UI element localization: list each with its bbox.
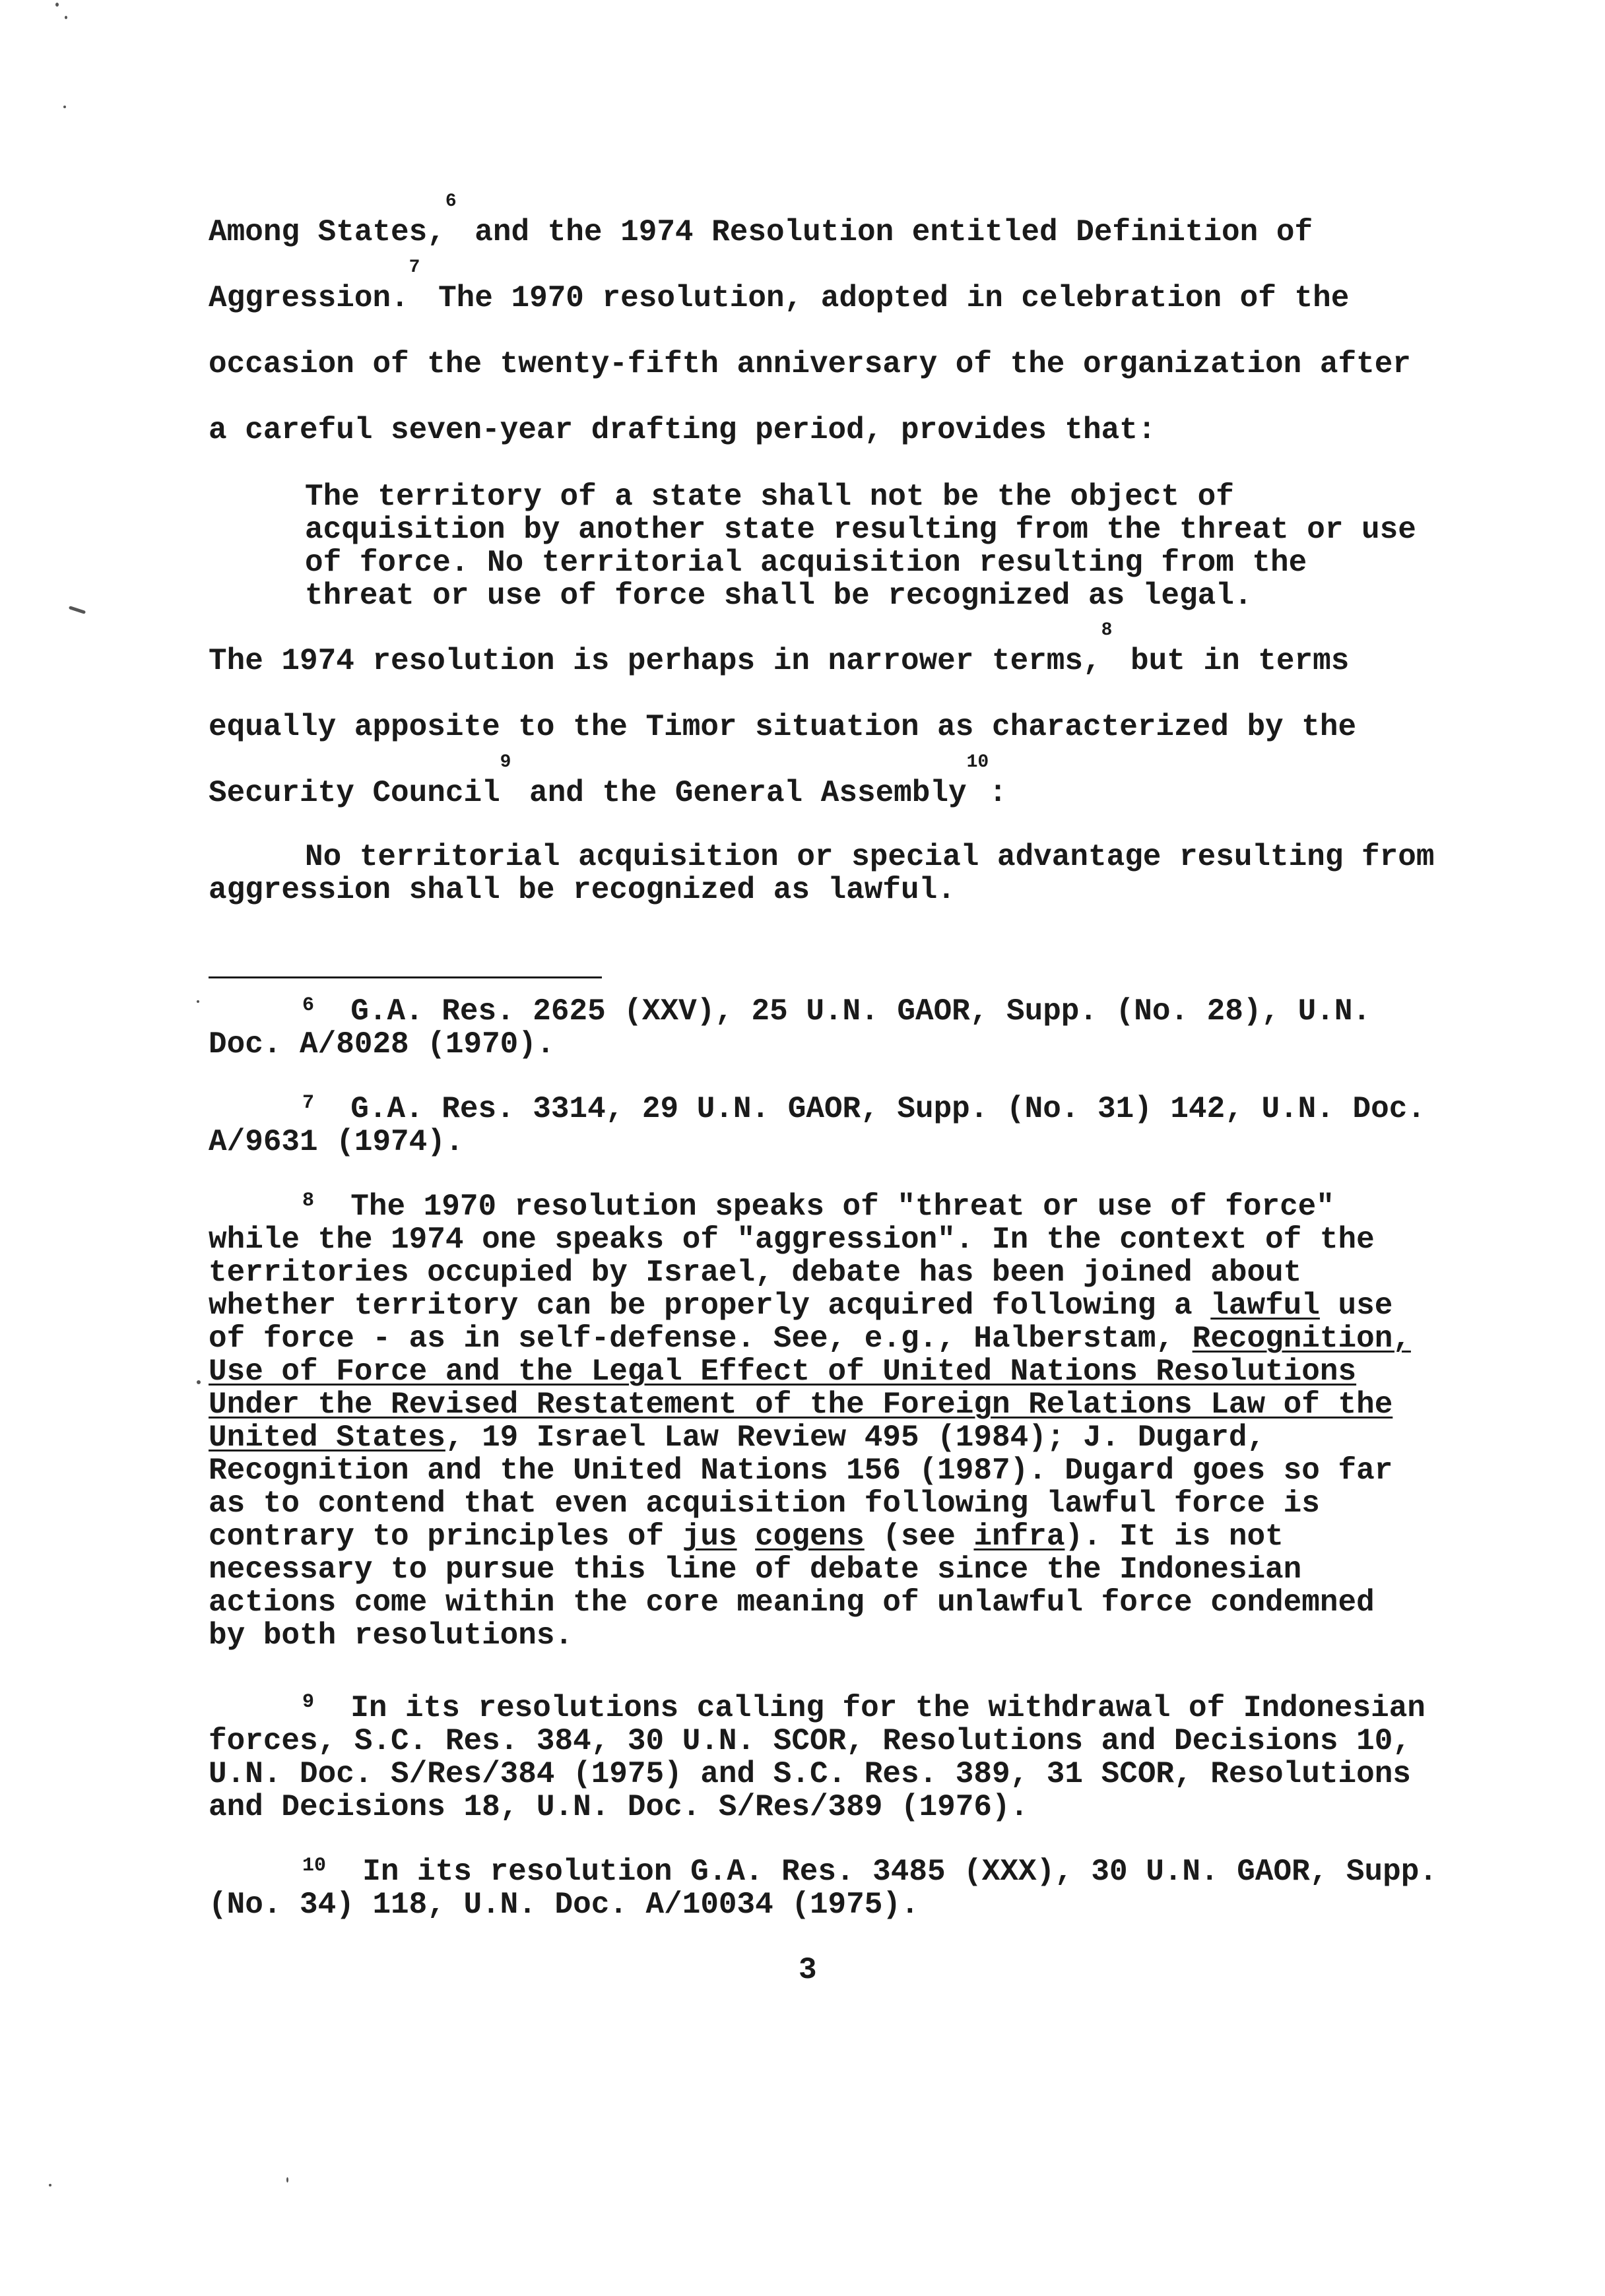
footnote-line: U.N. Doc. S/Res/384 (1975) and S.C. Res. 389, 31 SCOR, Resolutions: [209, 1757, 1411, 1791]
quote-line: acquisition by another state resulting from the threat or use: [305, 513, 1416, 547]
footnote-line: territories occupied by Israel, debate has been joined about: [209, 1256, 1302, 1290]
footnote-number: 10: [302, 1855, 327, 1877]
text-line: a careful seven-year drafting period, provides that:: [209, 413, 1156, 447]
footnote-number: 9: [302, 1691, 315, 1713]
footnote-separator: [209, 976, 602, 978]
footnote-ref: 10: [966, 752, 989, 773]
text-span: G.A. Res. 3314, 29 U.N. GAOR, Supp. (No. 31) 142, U.N. Doc.: [350, 1092, 1425, 1126]
text-line: occasion of the twenty-fifth anniversary of the organization after: [209, 347, 1411, 381]
paragraph-2: [209, 620, 1489, 826]
footnote-line: Recognition and the United Nations 156 (1987). Dugard goes so far: [209, 1453, 1393, 1488]
footnote-line: forces, S.C. Res. 384, 30 U.N. SCOR, Resolutions and Decisions 10,: [209, 1724, 1411, 1758]
footnote-number: 6: [302, 994, 315, 1017]
text-span: [737, 1519, 756, 1554]
text-span: The 1974 resolution is perhaps in narrower terms,: [209, 644, 1101, 678]
quote-line: of force. No territorial acquisition resulting from the: [305, 546, 1307, 580]
text-line: [209, 257, 1489, 331]
text-span: of force - as in self-defense. See, e.g., Halberstam,: [209, 1322, 1193, 1356]
footnote-line: actions come within the core meaning of unlawful force condemned: [209, 1585, 1375, 1620]
text-span: Aggression.: [209, 281, 409, 315]
text-span: use: [1319, 1289, 1393, 1323]
footnote-line: [209, 1692, 1489, 1725]
footnote-number: 8: [302, 1190, 315, 1212]
footnote-9: [209, 1692, 1489, 1824]
block-quote-2: [305, 841, 1489, 874]
quote-line: No territorial acquisition or special advantage resulting from: [305, 840, 1435, 874]
text-span: The 1970 resolution, adopted in celebration of the: [420, 281, 1350, 315]
footnote-line: necessary to pursue this line of debate since the Indonesian: [209, 1552, 1302, 1587]
footnote-line: [209, 1322, 1489, 1355]
text-span: whether territory can be properly acquired following a: [209, 1289, 1211, 1323]
page-number: 3: [799, 1953, 817, 1987]
text-line: [209, 620, 1489, 694]
scan-speck: [49, 2184, 51, 2186]
text-span: Among States,: [209, 215, 445, 249]
footnote-line: and Decisions 18, U.N. Doc. S/Res/389 (1976).: [209, 1790, 1029, 1824]
footnote-ref: 7: [409, 257, 420, 278]
text-span: , 19 Israel Law Review 495 (1984); J. Dugard,: [445, 1420, 1266, 1455]
footnote-6: [209, 995, 1489, 1061]
underlined-citation: Recognition,: [1192, 1322, 1411, 1356]
scan-speck: [286, 2177, 288, 2183]
underlined-citation: United States: [209, 1420, 445, 1455]
quote-line: threat or use of force shall be recognized as legal.: [305, 579, 1253, 613]
footnote-line: [209, 1355, 1489, 1388]
footnote-line: by both resolutions.: [209, 1618, 573, 1653]
scan-speck: [63, 106, 66, 108]
quote-line: aggression shall be recognized as lawful.: [209, 873, 956, 907]
text-span: In its resolution G.A. Res. 3485 (XXX), 30 U.N. GAOR, Supp.: [362, 1855, 1437, 1889]
footnote-ref: 6: [445, 191, 457, 212]
underlined-term: lawful: [1210, 1289, 1320, 1323]
footnote-line: [209, 1520, 1489, 1553]
text-span: G.A. Res. 2625 (XXV), 25 U.N. GAOR, Supp. (No. 28), U.N.: [350, 994, 1371, 1029]
text-span: and the 1974 Resolution entitled Definition of: [456, 215, 1313, 249]
text-span: The 1970 resolution speaks of "threat or use of force": [350, 1190, 1334, 1224]
text-line: [209, 191, 1489, 265]
footnote-line: [209, 995, 1489, 1028]
underlined-term: cogens: [755, 1519, 865, 1554]
underlined-citation: Use of Force and the Legal Effect of United Nations Resolutions: [209, 1355, 1357, 1389]
footnote-line: [209, 1289, 1489, 1322]
paragraph-1: [209, 191, 1489, 463]
text-span: ). It is not: [1065, 1519, 1284, 1554]
footnote-line: [209, 1421, 1489, 1454]
footnote-ref: 8: [1101, 620, 1113, 641]
scan-speck: [69, 606, 86, 614]
footnote-8: [209, 1190, 1489, 1652]
text-span: but in terms: [1112, 644, 1350, 678]
scan-speck: [197, 1000, 199, 1003]
footnote-line: [209, 1855, 1489, 1888]
footnote-line: A/9631 (1974).: [209, 1125, 464, 1159]
quote-line: The territory of a state shall not be the object of: [305, 480, 1234, 514]
footnote-line: as to contend that even acquisition following lawful force is: [209, 1486, 1320, 1521]
footnote-ref: 9: [500, 752, 511, 773]
footnote-line: [209, 1093, 1489, 1126]
text-span: Security Council: [209, 776, 500, 810]
text-line: [209, 752, 1489, 826]
text-line: equally apposite to the Timor situation as characterized by the: [209, 710, 1357, 744]
block-quote-2-continuation: [209, 874, 1489, 907]
underlined-term: jus: [682, 1519, 737, 1554]
footnote-line: [209, 1388, 1489, 1421]
scan-speck: [55, 3, 59, 7]
footnote-number: 7: [302, 1092, 315, 1114]
underlined-term: infra: [973, 1519, 1065, 1554]
text-span: In its resolutions calling for the withdrawal of Indonesian: [350, 1691, 1425, 1725]
scan-speck: [65, 16, 67, 19]
footnote-line: while the 1974 one speaks of "aggression". In the context of the: [209, 1223, 1375, 1257]
text-span: (see: [864, 1519, 974, 1554]
scan-speck: [197, 1380, 201, 1384]
footnote-10: [209, 1855, 1489, 1921]
block-quote-1: [305, 480, 1489, 612]
footnote-line: Doc. A/8028 (1970).: [209, 1027, 555, 1062]
footnote-7: [209, 1093, 1489, 1159]
footnote-line: (No. 34) 118, U.N. Doc. A/10034 (1975).: [209, 1888, 919, 1922]
text-span: and the General Assembly: [511, 776, 967, 810]
underlined-citation: Under the Revised Restatement of the Foreign Relations Law of the: [209, 1387, 1393, 1422]
text-span: contrary to principles of: [209, 1519, 682, 1554]
text-span: :: [989, 776, 1007, 810]
footnote-line: [209, 1190, 1489, 1223]
